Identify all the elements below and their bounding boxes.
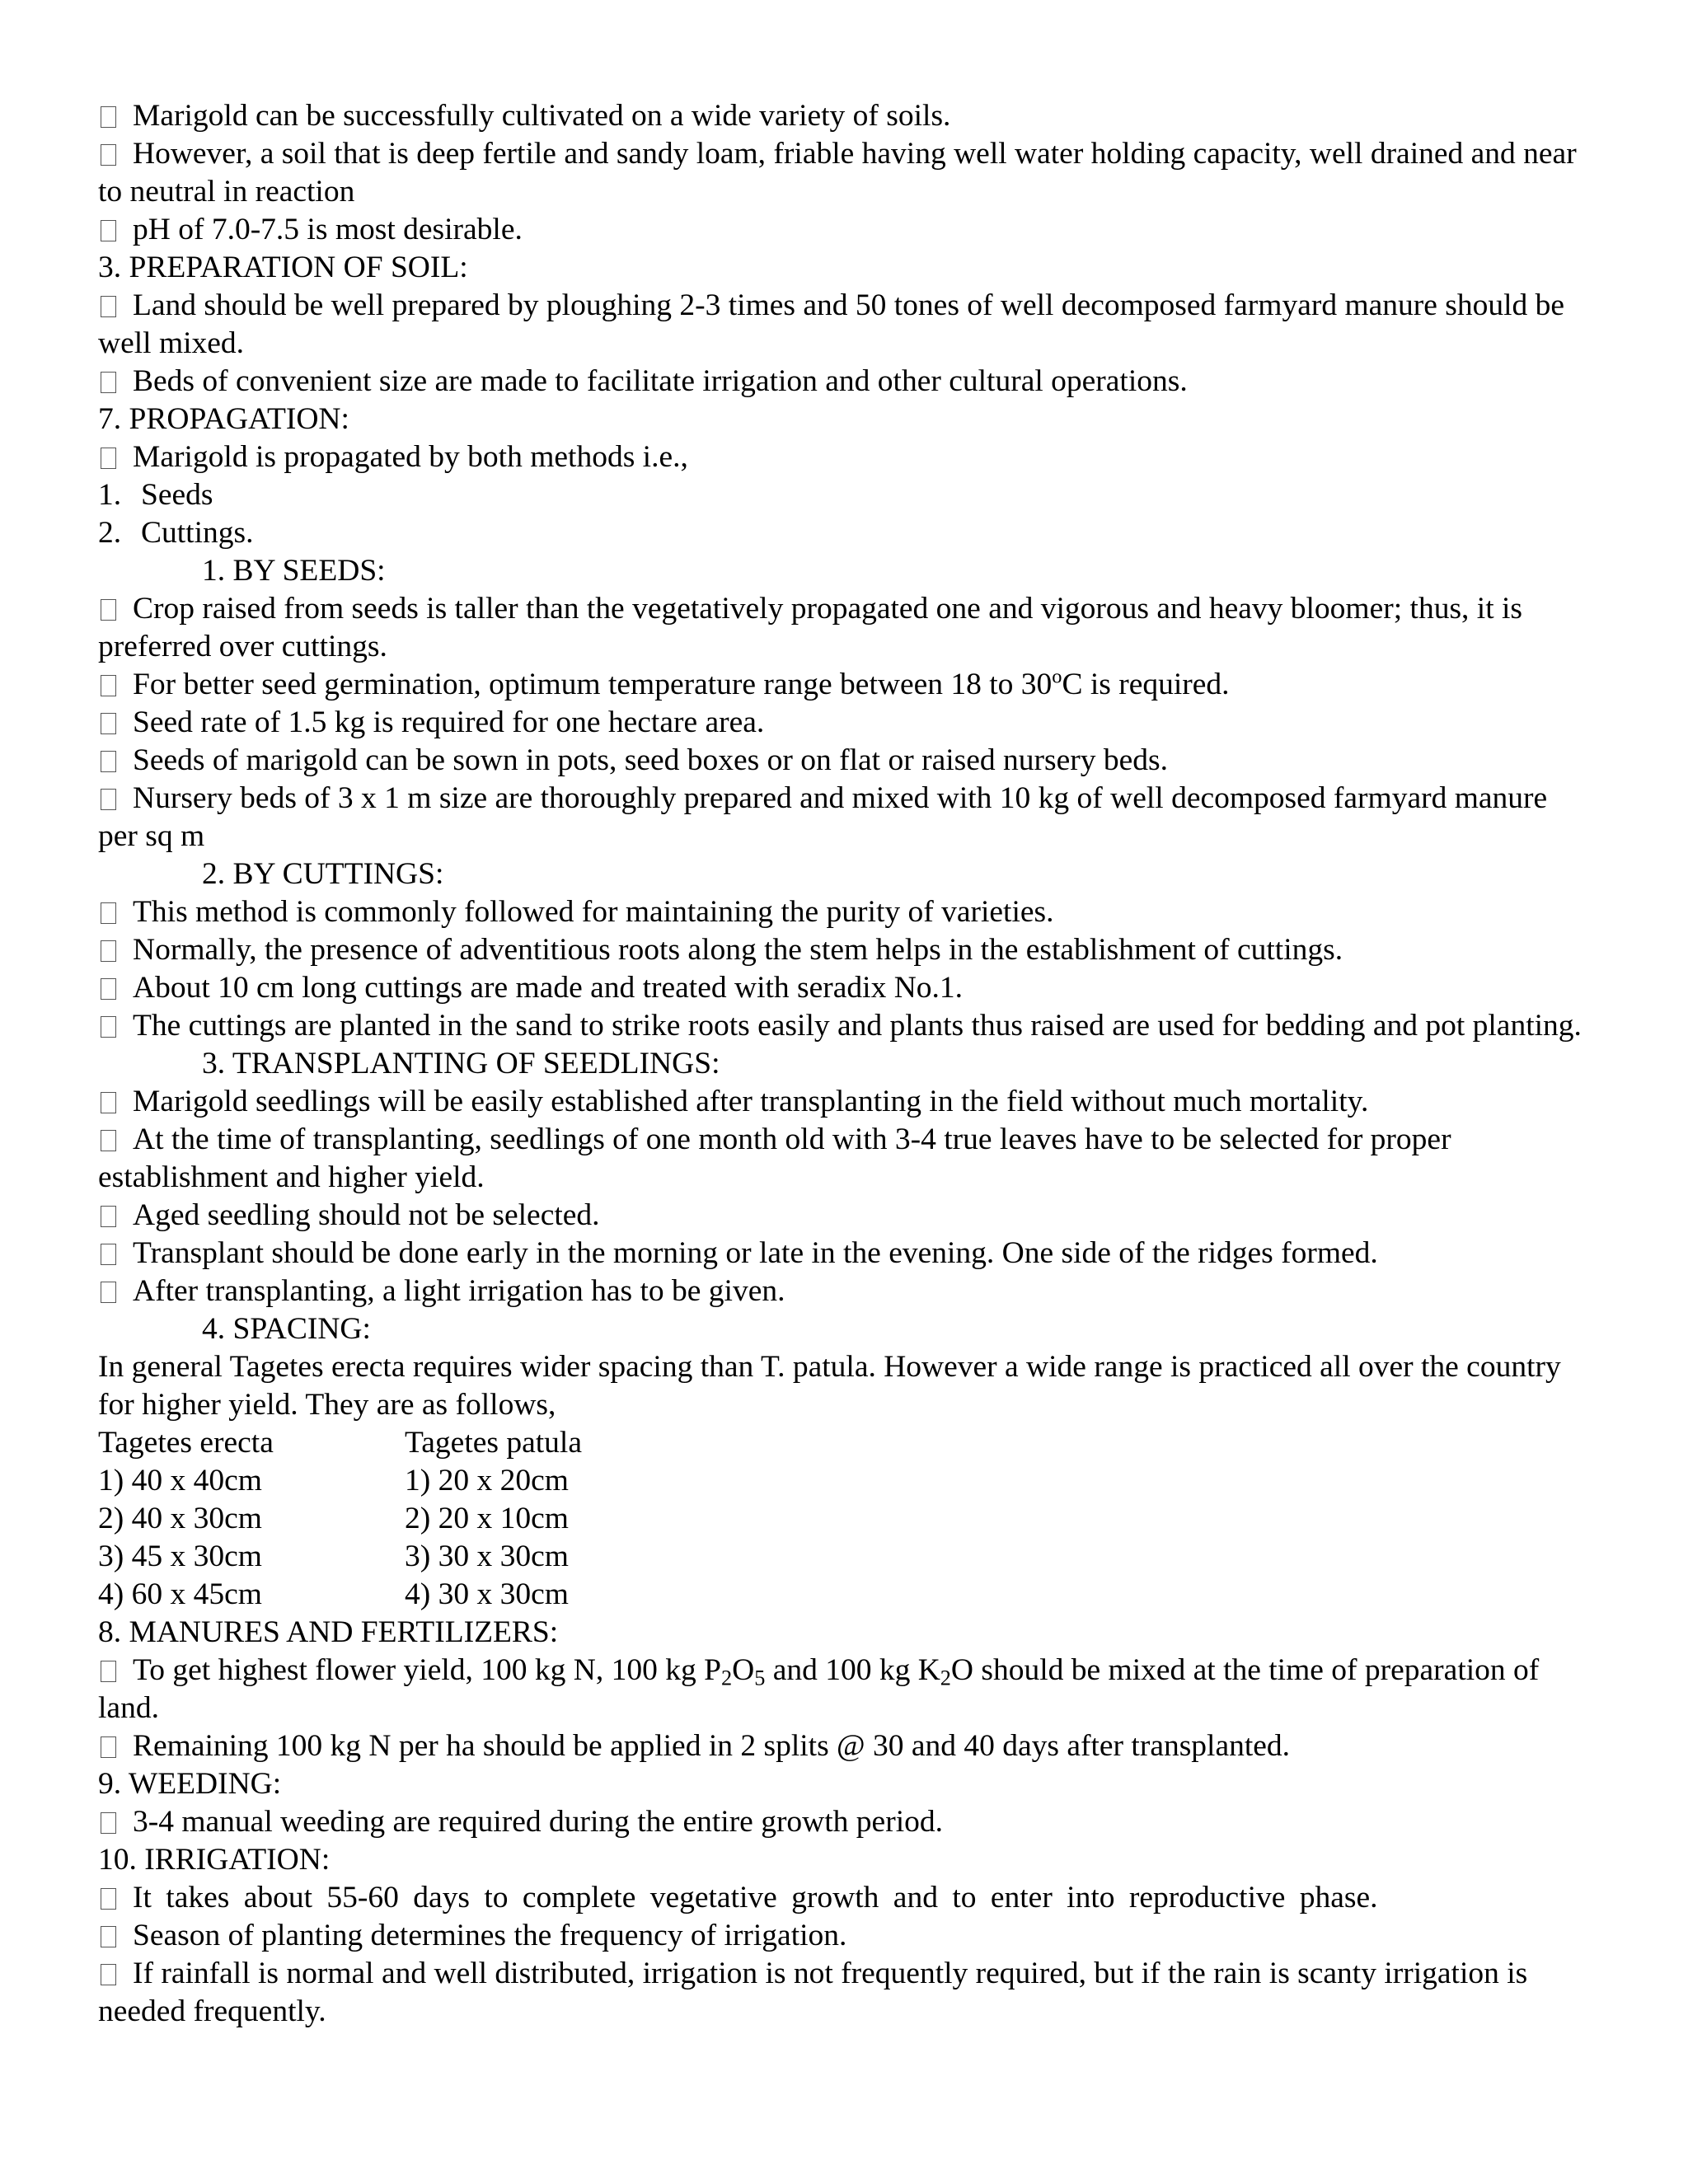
item-label: Seeds [141, 478, 213, 512]
table-row [98, 1500, 1590, 1538]
bullet-item: To get highest flower yield, 100 kg N, 100 kg $P_2O_5$ and 100 kg $K_2O$ should be mixed at the time of preparation of land. [98, 1652, 1590, 1727]
table-cell: 4) 30 x 30cm [405, 1577, 569, 1611]
bullet-item: Nursery beds of 3 x 1 m size are thoroughly prepared and mixed with 10 kg of well decomposed farmyard manure per sq m [98, 780, 1590, 855]
table-cell: 1) 20 x 20cm [405, 1464, 569, 1497]
subsection-heading: 3. TRANSPLANTING OF SEEDLINGS: [202, 1047, 720, 1080]
table-header-row [98, 1424, 1590, 1462]
table-cell: 2) 40 x 30cm [98, 1502, 262, 1535]
bullet-item: Marigold can be successfully cultivated on a wide variety of soils. [98, 97, 1590, 135]
subsection-heading: 1. BY SEEDS: [202, 554, 386, 588]
bullet-item: 3-4 manual weeding are required during the entire growth period. [98, 1803, 1590, 1841]
table-row [98, 1576, 1590, 1614]
bullet-item: Seed rate of 1.5 kg is required for one hectare area. [98, 704, 1590, 742]
table-row [98, 1462, 1590, 1500]
item-number: 1. [98, 478, 122, 512]
bullet-item: Land should be well prepared by ploughing 2-3 times and 50 tones of well decomposed farmyard manure should be well mixed. [98, 287, 1590, 363]
column-header: Tagetes patula [405, 1426, 582, 1460]
bullet-item: Marigold is propagated by both methods i.e., [98, 438, 1590, 476]
bullet-item: Aged seedling should not be selected. [98, 1197, 1590, 1235]
bullet-item: The cuttings are planted in the sand to strike roots easily and plants thus raised are used for bedding and pot planting. [98, 1007, 1590, 1045]
paragraph: In general Tagetes erecta requires wider spacing than T. patula. However a wide range is practiced all over the country for higher yield. They are as follows, [98, 1350, 1561, 1422]
table-cell: 4) 60 x 45cm [98, 1577, 262, 1611]
bullet-item: Transplant should be done early in the morning or late in the evening. One side of the ridges formed. [98, 1235, 1590, 1272]
bullet-item: At the time of transplanting, seedlings of one month old with 3-4 true leaves have to be selected for proper establishment and higher yield. [98, 1121, 1590, 1197]
bullet-item: However, a soil that is deep fertile and sandy loam, friable having well water holding capacity, well drained and near to neutral in reaction [98, 135, 1590, 211]
section-heading: 7. PROPAGATION: [98, 402, 349, 436]
section-heading: 10. IRRIGATION: [98, 1843, 331, 1877]
bullet-item: Crop raised from seeds is taller than the vegetatively propagated one and vigorous and heavy bloomer; thus, it is preferred over cuttings. [98, 590, 1590, 666]
bullet-item: If rainfall is normal and well distributed, irrigation is not frequently required, but if the rain is scanty irrigation is needed frequently. [98, 1955, 1590, 2031]
numbered-item [98, 476, 1590, 514]
bullet-item: Seeds of marigold can be sown in pots, seed boxes or on flat or raised nursery beds. [98, 742, 1590, 780]
document-page [98, 97, 1590, 2031]
spacing-table [98, 1424, 1590, 1614]
item-number: 2. [98, 516, 122, 550]
bullet-item: After transplanting, a light irrigation has to be given. [98, 1272, 1590, 1310]
bullet-item: Season of planting determines the frequency of irrigation. [98, 1917, 1590, 1955]
bullet-item: It takes about 55-60 days to complete vegetative growth and to enter into reproductive phase. [98, 1879, 1590, 1917]
section-heading: 8. MANURES AND FERTILIZERS: [98, 1615, 559, 1649]
column-header: Tagetes erecta [98, 1426, 274, 1460]
table-cell: 3) 45 x 30cm [98, 1540, 262, 1573]
bullet-item: For better seed germination, optimum temperature range between 18 to 30$^o$C is required. [98, 666, 1590, 704]
bullet-item: pH of 7.0-7.5 is most desirable. [98, 211, 1590, 249]
bullet-item: Normally, the presence of adventitious roots along the stem helps in the establishment of cuttings. [98, 931, 1590, 969]
table-cell: 3) 30 x 30cm [405, 1540, 569, 1573]
section-heading: 3. PREPARATION OF SOIL: [98, 251, 468, 284]
numbered-item [98, 514, 1590, 552]
item-label: Cuttings. [141, 516, 254, 550]
table-row [98, 1538, 1590, 1576]
subsection-heading: 4. SPACING: [202, 1312, 371, 1346]
bullet-item: Remaining 100 kg N per ha should be applied in 2 splits @ 30 and 40 days after transplanted. [98, 1727, 1590, 1765]
bullet-item: Marigold seedlings will be easily established after transplanting in the field without much mortality. [98, 1083, 1590, 1121]
bullet-item: About 10 cm long cuttings are made and treated with seradix No.1. [98, 969, 1590, 1007]
bullet-item: This method is commonly followed for maintaining the purity of varieties. [98, 893, 1590, 931]
table-cell: 1) 40 x 40cm [98, 1464, 262, 1497]
section-heading: 9. WEEDING: [98, 1767, 282, 1801]
bullet-item: Beds of convenient size are made to facilitate irrigation and other cultural operations. [98, 363, 1590, 401]
table-cell: 2) 20 x 10cm [405, 1502, 569, 1535]
subsection-heading: 2. BY CUTTINGS: [202, 857, 444, 891]
